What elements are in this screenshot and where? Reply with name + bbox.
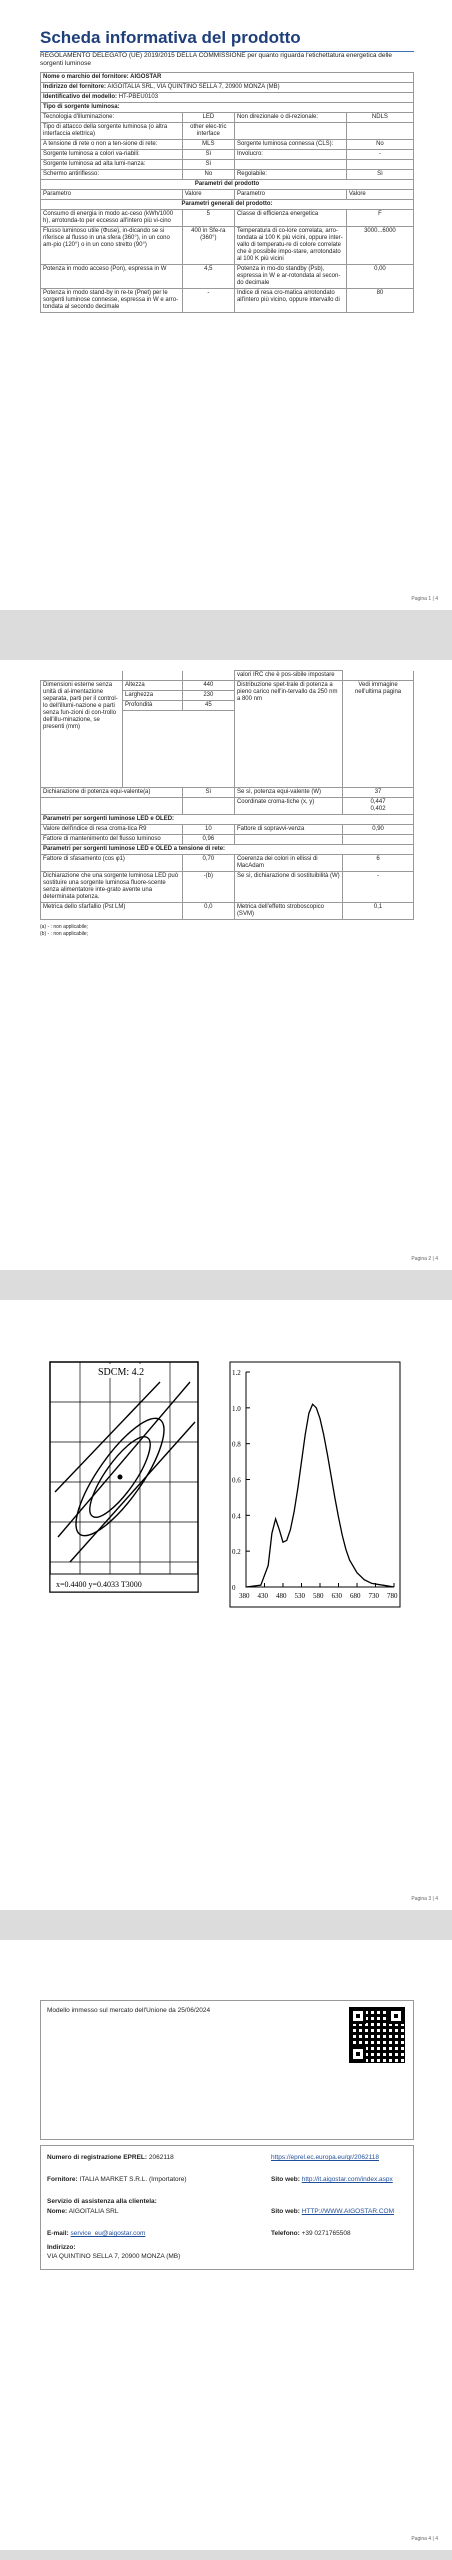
name-value: AIGOITALIA SRL: [68, 2208, 119, 2215]
footnote-b: (b) - : non applicabile;: [40, 931, 89, 937]
table-cell: Tipo di attacco della sorgente luminosa (o altra interfaccia elettrica): [41, 123, 183, 140]
page-4: [0, 1940, 452, 2550]
page-title: Scheda informativa del prodotto: [40, 28, 301, 47]
table-row: [41, 265, 414, 289]
table-cell: [234, 160, 346, 170]
table-cell: 0,70: [182, 855, 234, 872]
dimensions-label: Dimensioni esterne senza unità di al-imentazione separata, parti per il control-lo dell'illumi-nazione e parti senza fun-zioni di con-trollo dell'illu-minazione, se presenti (mm): [41, 681, 123, 788]
table-cell: 45: [182, 701, 234, 711]
table-cell: Sorgente luminosa a colori va-riabili:: [41, 150, 183, 160]
table-cell: Larghezza: [123, 691, 183, 701]
x-tick-label: 480: [276, 1592, 287, 1600]
footnote-a: (a) - : non applicabile;: [40, 924, 89, 930]
table-cell: Sorgente luminosa ad alta lumi-nanza:: [41, 160, 183, 170]
table-cell: Profondità: [123, 701, 183, 711]
table-cell: Indice di resa cro-matica arrotondato all'intero più vicino, oppure intervallo di: [234, 289, 346, 313]
table-cell: 0,90: [343, 825, 414, 835]
address-label: Indirizzo:: [47, 2244, 76, 2251]
table-row: [41, 210, 414, 227]
table-cell: -: [182, 289, 234, 313]
table-row: [41, 170, 414, 180]
table-cell: -(b): [182, 872, 234, 903]
table-row: [41, 855, 414, 872]
table-cell: Sì: [182, 788, 234, 798]
table-cell: NDLS: [346, 113, 413, 123]
table-row: [41, 289, 414, 313]
table-cell: Parametro: [41, 190, 183, 200]
table-cell: Vedi immagine nell'ultima pagina: [343, 681, 414, 788]
page-number: Pagina 2 | 4: [411, 1256, 438, 1262]
table-cell: Sì: [182, 160, 234, 170]
website-link[interactable]: HTTP://WWW.AIGOSTAR.COM: [301, 2208, 395, 2215]
table-row: [41, 140, 414, 150]
table-cell: -: [343, 872, 414, 903]
table-cell: 80: [346, 289, 413, 313]
table-cell: Coordinate croma-tiche (x, y): [234, 798, 342, 815]
table-cell: Se sì, potenza equi-valente (W): [234, 788, 342, 798]
supplier-address-label: Indirizzo del fornitore:: [43, 84, 106, 90]
spectrum-figure: [40, 1352, 414, 1622]
table-cell: other elec-tric interface: [182, 123, 234, 140]
table-row: [41, 160, 414, 170]
page-number: Pagina 3 | 4: [411, 1896, 438, 1902]
y-tick-label: 0.4: [232, 1512, 241, 1521]
email-label: E-mail:: [47, 2230, 69, 2237]
supplier-value: ITALIA MARKET S.R.L. (Importatore): [79, 2176, 187, 2183]
table-cell: F: [346, 210, 413, 227]
table-cell: 0,447 0,402: [343, 798, 414, 815]
table-cell: Flusso luminoso utile (Φuse), in-dicando se si riferisce al flusso in una sfera (360°), in un cono am-pio (120°) o in un cono stretto (90°): [41, 227, 183, 265]
table-cell: [346, 160, 413, 170]
spectrum-chart: [230, 1362, 400, 1607]
market-date: Modello immesso sul mercato dell'Unione da 25/06/2024: [47, 2007, 211, 2014]
table-cell: Metrica dell'effetto stroboscopico (SVM): [234, 903, 342, 920]
section-heading: Parametri generali del prodotto:: [41, 200, 414, 210]
table-cell: 6: [343, 855, 414, 872]
table-cell: Potenza in mo-do standby (Psb), espressa in W e ar-rotondata al secon-do decimale: [234, 265, 346, 289]
section-heading: Parametri per sorgenti luminose LED e OLED a tensione di rete:: [41, 845, 414, 855]
table-cell: Tecnologia d'illuminazione:: [41, 113, 183, 123]
table-cell: Valore dell'indice di resa croma-tica R9: [41, 825, 183, 835]
light-source-type-heading: Tipo di sorgente luminosa:: [41, 103, 414, 113]
table-cell: 0,1: [343, 903, 414, 920]
website-label: Sito web:: [271, 2208, 300, 2215]
sdcm-chart: [50, 1362, 198, 1592]
regulation-intro: REGOLAMENTO DELEGATO (UE) 2019/2015 DELLA COMMISSIONE per quanto riguarda l'etichettatura energetica delle sorgenti luminose: [40, 52, 393, 67]
table-row: [41, 872, 414, 903]
table-row: [41, 788, 414, 798]
x-tick-label: 630: [331, 1592, 342, 1600]
table-cell: A tensione di rete o non a ten-sione di rete:: [41, 140, 183, 150]
table-cell: -: [346, 150, 413, 160]
table-cell: Fattore di mantenimento del flusso luminoso: [41, 835, 183, 845]
table-cell: [234, 123, 346, 140]
eprel-label: Numero di registrazione EPREL:: [47, 2154, 148, 2161]
table-cell: 5: [182, 210, 234, 227]
table-cell: Classe di efficienza energetica: [234, 210, 346, 227]
website-label: Sito web:: [271, 2176, 300, 2183]
table-cell: LED: [182, 113, 234, 123]
email-link[interactable]: service_eu@aigostar.com: [70, 2230, 146, 2237]
website-link[interactable]: http://it.aigostar.com/index.aspx: [301, 2176, 393, 2183]
x-tick-label: 380: [239, 1592, 250, 1600]
page-3: [0, 1300, 452, 1910]
supplier-label: Fornitore:: [47, 2176, 78, 2183]
table-cell: Metrica dello sfarfallio (Pst LM): [41, 903, 183, 920]
table-cell: 0,0: [182, 903, 234, 920]
sdcm-footer: x=0.4400 y=0.4033 T3000: [56, 1580, 142, 1589]
table-cell: Distribuzione spet-trale di potenza a pieno carico nell'in-tervallo da 250 nm a 800 nm: [234, 681, 342, 788]
product-info-table-cont: [40, 670, 414, 920]
phone-value: +39 0271765508: [301, 2230, 351, 2237]
supplier-name: Nome o marchio del fornitore: AIGOSTAR: [41, 73, 414, 83]
name-label: Nome:: [47, 2208, 68, 2215]
table-row: [41, 113, 414, 123]
table-cell: [346, 123, 413, 140]
table-cell: [343, 835, 414, 845]
section-heading: Parametri del prodotto: [41, 180, 414, 190]
supplier-address: AIGOITALIA SRL, VIA QUINTINO SELLA 7, 20900 MONZA (MB): [107, 84, 280, 90]
y-tick-label: 1.0: [232, 1404, 241, 1413]
table-row: [41, 835, 414, 845]
y-tick-label: 0.2: [232, 1548, 241, 1557]
table-cell: Fattore di sfasamento (cos φ1): [41, 855, 183, 872]
table-cell: Potenza in modo acceso (Pon), espressa in W: [41, 265, 183, 289]
table-cell: [234, 835, 342, 845]
model-id: HT-PBEU0103: [118, 94, 159, 100]
page-1: [0, 0, 452, 610]
y-tick-label: 1.2: [232, 1369, 241, 1377]
table-cell: Fattore di sopravvi-venza: [234, 825, 342, 835]
y-tick-label: 0.6: [232, 1476, 241, 1485]
section-heading: Parametri per sorgenti luminose LED e OLED:: [41, 815, 414, 825]
table-cell: Involucro:: [234, 150, 346, 160]
x-tick-label: 780: [387, 1592, 398, 1600]
table-cell: 440: [182, 681, 234, 691]
table-cell: Regolabile:: [234, 170, 346, 180]
table-cell: 0,00: [346, 265, 413, 289]
table-cell: MLS: [182, 140, 234, 150]
x-tick-label: 530: [294, 1592, 305, 1600]
address-value: VIA QUINTINO SELLA 7, 20900 MONZA (MB): [47, 2253, 181, 2260]
table-cell: 10: [182, 825, 234, 835]
table-cell: Dichiarazione di potenza equi-valente(a): [41, 788, 183, 798]
table-row: [41, 123, 414, 140]
eprel-number: 2062118: [148, 2154, 174, 2161]
table-row: [41, 681, 414, 691]
table-cell: Temperatura di co-lore correlata, arro-tondata ai 100 K più vicini, oppure inter-vallo di temperatu-re di colore correlate che è possibile impo-stare, arrotondato al 100 K più vicini: [234, 227, 346, 265]
x-tick-label: 730: [368, 1592, 379, 1600]
sdcm-title: SDCM: 4.2: [98, 1367, 145, 1378]
table-row: [41, 798, 414, 815]
customer-service-heading: Servizio di assistenza alla clientela:: [47, 2198, 157, 2205]
y-tick-label: 0.8: [232, 1440, 241, 1449]
x-tick-label: 430: [257, 1592, 268, 1600]
table-cell: Sì: [182, 150, 234, 160]
table-cell: Coerenza dei colori in ellissi di MacAdam: [234, 855, 342, 872]
table-cell: Schermo antiriflesso:: [41, 170, 183, 180]
table-header: [41, 190, 414, 200]
x-tick-label: 580: [313, 1592, 324, 1600]
table-cell: Altezza: [123, 681, 183, 691]
table-cell: Se sì, dichiarazione di sostituibilità (W): [234, 872, 342, 903]
table-row: [41, 150, 414, 160]
table-cell: 230: [182, 691, 234, 701]
model-label: Identificativo del modello:: [43, 94, 118, 100]
table-cell: Sì: [346, 170, 413, 180]
table-cell: 4,5: [182, 265, 234, 289]
page-number: Pagina 4 | 4: [411, 2536, 438, 2542]
table-cell: 37: [343, 788, 414, 798]
page-2: [0, 660, 452, 1270]
table-cell: Dichiarazione che una sorgente luminosa LED può sostituire una sorgente luminosa fluore-scente senza alimentatore inte-grato avente una determinata potenza.: [41, 872, 183, 903]
table-cell: Parametro: [234, 190, 346, 200]
table-row: [41, 227, 414, 265]
eprel-link[interactable]: https://eprel.ec.europa.eu/qr/2062118: [271, 2154, 379, 2161]
table-cell: No: [346, 140, 413, 150]
table-cell: No: [182, 170, 234, 180]
table-cell: 0,96: [182, 835, 234, 845]
page-number: Pagina 1 | 4: [411, 596, 438, 602]
table-cell: valori IRC che è pos-sibile impostare: [234, 671, 342, 681]
table-cell: Consumo di energia in modo ac-ceso (kWh/1000 h), arrotonda-to per eccesso all'intero più vi-cino: [41, 210, 183, 227]
table-cell: Valore: [182, 190, 234, 200]
table-cell: Sorgente luminosa connessa (CLS):: [234, 140, 346, 150]
product-info-table: [40, 72, 414, 313]
y-tick-label: 0: [232, 1584, 236, 1592]
qr-code-icon: [349, 2007, 405, 2063]
table-cell: Potenza in modo stand-by in re-te (Pnet) per le sorgenti luminose connesse, espressa in W e arro-tondata al secondo decimale: [41, 289, 183, 313]
table-row: [41, 825, 414, 835]
table-cell: 400 in Sfe-ra (360°): [182, 227, 234, 265]
table-cell: Valore: [346, 190, 413, 200]
table-cell: 3000...6000: [346, 227, 413, 265]
table-row: [41, 903, 414, 920]
x-tick-label: 680: [350, 1592, 361, 1600]
table-cell: Non direzionale o di-rezionale:: [234, 113, 346, 123]
phone-label: Telefono:: [271, 2230, 300, 2237]
